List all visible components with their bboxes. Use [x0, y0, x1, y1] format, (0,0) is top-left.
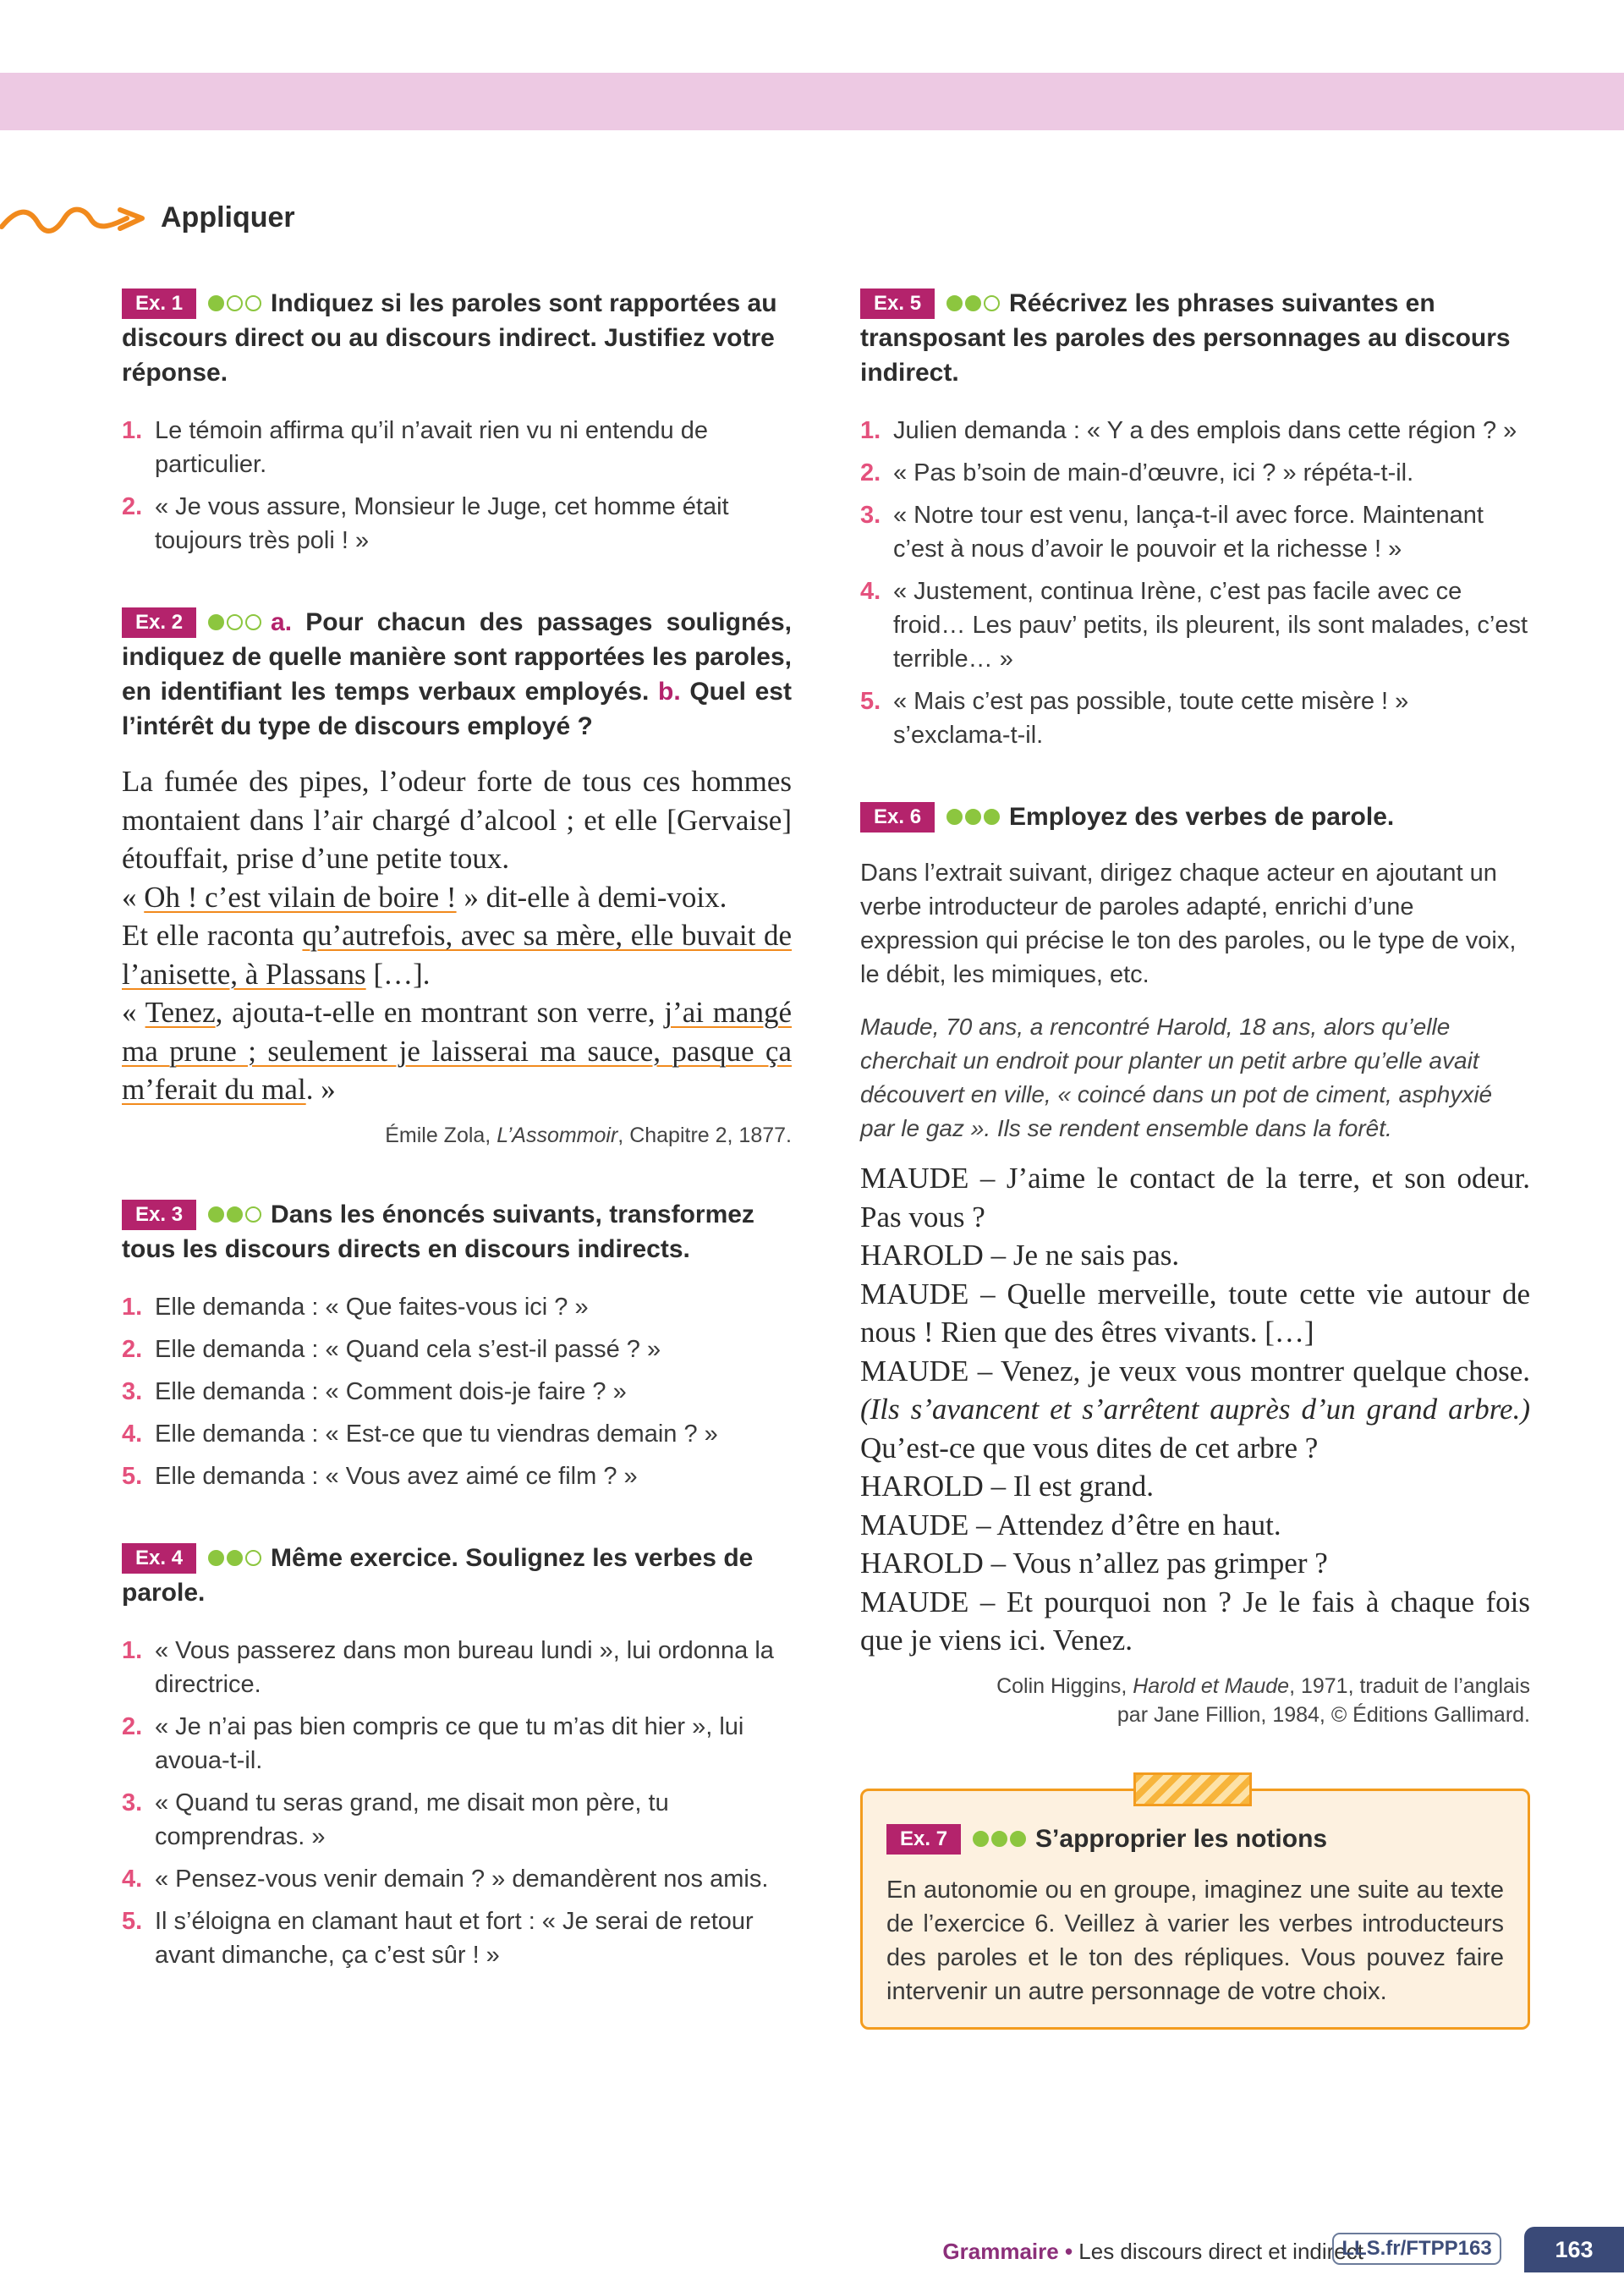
item-list [122, 1634, 792, 1972]
scene-intro: Maude, 70 ans, a rencontré Harold, 18 ans, alors qu’elle cherchait un endroit pour planter un petit arbre qu’elle avait découvert en ville, « coincé dans un pot de ciment, asphyxié par le gaz ». Ils se rendent ensemble dans la forêt. [860, 1014, 1493, 1141]
exercise-5 [860, 286, 1530, 752]
exercise-instruction: Réécrivez les phrases suivantes en transposant les paroles des personnages au discours indirect. [860, 289, 1511, 387]
exercise-badge: Ex. 2 [122, 607, 196, 638]
exercise-instruction: Même exercice. Soulignez les verbes de parole. [122, 1543, 754, 1607]
item-list [122, 1290, 792, 1493]
list-item: 1. Julien demanda : « Y a des emplois dans cette région ? » [860, 417, 1517, 444]
list-item: 3. « Notre tour est venu, lança-t-il avec force. Maintenant c’est à nous d’avoir le pouvoir et la richesse ! » [860, 502, 1484, 563]
list-item: 1. « Vous passerez dans mon bureau lundi », lui ordonna la directrice. [122, 1636, 774, 1698]
exercise-paragraph: En autonomie ou en groupe, imaginez une suite au texte de l’exercice 6. Veillez à varier les verbes introducteurs des paroles et le ton des répliques. Vous pouvez faire intervenir un autre personnage de votre choix. [886, 1876, 1504, 2005]
exercise-4 [122, 1541, 792, 1972]
excerpt-source: Colin Higgins, Harold et Maude, 1971, traduit de l’anglais par Jane Fillion, 1984, © Éditions Gallimard. [996, 1673, 1530, 1727]
exercise-instruction: S’approprier les notions [1035, 1824, 1328, 1853]
excerpt-paragraph: « Oh ! c’est vilain de boire ! » dit-elle à demi-voix. [122, 880, 727, 914]
dialogue-line: MAUDE – Quelle merveille, toute cette vie autour de nous ! Rien que des êtres vivants. […] [860, 1277, 1530, 1349]
exercise-heading [860, 286, 1530, 390]
excerpt-text [122, 762, 792, 1109]
striped-tab-icon [1133, 1772, 1252, 1806]
list-item: 5. Il s’éloigna en clamant haut et fort : « Je serai de retour avant dimanche, ça c’est sûr ! » [122, 1907, 754, 1969]
exercise-instruction: Indiquez si les paroles sont rapportées au discours direct ou au discours indirect. Justifiez votre réponse. [122, 289, 777, 387]
excerpt-paragraph: Et elle raconta qu’autrefois, avec sa mère, elle buvait de l’anisette, à Plassans […]. [122, 919, 792, 991]
exercise-3 [122, 1197, 792, 1493]
difficulty-dots-icon [208, 605, 264, 640]
exercise-heading [122, 286, 792, 390]
list-item: 5. « Mais c’est pas possible, toute cette misère ! » s’exclama-t-il. [860, 688, 1409, 749]
list-item: 3. Elle demanda : « Comment dois-je faire ? » [122, 1377, 627, 1405]
dialogue-line: MAUDE – Et pourquoi non ? Je le fais à chaque fois que je viens ici. Venez. [860, 1585, 1530, 1657]
exercise-heading [886, 1822, 1504, 1856]
difficulty-dots-icon [208, 286, 264, 321]
section-title: Appliquer [161, 201, 295, 234]
right-column [860, 286, 1530, 2030]
exercise-heading [122, 1197, 792, 1267]
list-item: 4. Elle demanda : « Est-ce que tu viendras demain ? » [122, 1420, 718, 1448]
exercise-2 [122, 605, 792, 1150]
excerpt-paragraph: La fumée des pipes, l’odeur forte de tous ces hommes montaient dans l’air chargé d’alcool ; et elle [Gervaise] étouffait, prise d’une petite toux. [122, 765, 792, 875]
exercise-badge: Ex. 5 [860, 288, 935, 319]
list-item: 4. « Pensez-vous venir demain ? » demandèrent nos amis. [122, 1865, 769, 1893]
part-b-label: b. [658, 678, 681, 706]
difficulty-dots-icon [946, 286, 1002, 321]
section-header [0, 193, 423, 244]
dialogue-line: MAUDE – Venez, je veux vous montrer quelque chose. (Ils s’avancent et s’arrêtent auprès d’un grand arbre.) Qu’est-ce que vous dites de cet arbre ? [860, 1354, 1530, 1464]
exercise-6 [860, 800, 1530, 1729]
footer-caption: Grammaire • Les discours direct et indirect [942, 2239, 1363, 2264]
dialogue-line: HAROLD – Vous n’allez pas grimper ? [860, 1547, 1328, 1580]
exercise-badge: Ex. 4 [122, 1543, 196, 1574]
dialogue-line: MAUDE – J’aime le contact de la terre, et son odeur. Pas vous ? [860, 1162, 1530, 1234]
dialogue-line: MAUDE – Attendez d’être en haut. [860, 1508, 1281, 1541]
exercise-badge: Ex. 3 [122, 1200, 196, 1230]
dialogue-text [860, 1159, 1530, 1660]
list-item: 2. « Je vous assure, Monsieur le Juge, cet homme était toujours très poli ! » [122, 493, 729, 554]
exercise-badge: Ex. 7 [886, 1824, 961, 1855]
excerpt-paragraph: « Tenez, ajouta-t-elle en montrant son verre, j’ai mangé ma prune ; seulement je laisserai ma sauce, pasque ça m’ferait du mal. » [122, 996, 792, 1106]
list-item: 2. Elle demanda : « Quand cela s’est-il passé ? » [122, 1335, 661, 1363]
item-list [122, 414, 792, 558]
exercise-instruction: Employez des verbes de parole. [1009, 803, 1395, 831]
exercise-heading [122, 1541, 792, 1610]
list-item: 1. Elle demanda : « Que faites-vous ici ? » [122, 1293, 589, 1321]
exercise-paragraph: Dans l’extrait suivant, dirigez chaque acteur en ajoutant un verbe introducteur de paroles adapté, enrichi d’une expression qui précise le ton des paroles, ou le type de voix, le débit, les mimiques, etc. [860, 860, 1517, 988]
exercise-heading [860, 800, 1530, 834]
item-list [860, 414, 1530, 752]
difficulty-dots-icon [973, 1822, 1029, 1856]
list-item: 1. Le témoin affirma qu’il n’avait rien vu ni entendu de particulier. [122, 417, 708, 478]
top-color-band [0, 73, 1624, 130]
list-item: 2. « Pas b’soin de main-d’œuvre, ici ? » répéta-t-il. [860, 459, 1414, 486]
exercise-badge: Ex. 1 [122, 288, 196, 319]
difficulty-dots-icon [208, 1541, 264, 1575]
list-item: 2. « Je n’ai pas bien compris ce que tu m’as dit hier », lui avoua-t-il. [122, 1712, 744, 1774]
instruction-b: Quel est l’intérêt du type de discours employé ? [122, 678, 792, 740]
squiggle-arrow-icon [0, 193, 152, 244]
page-number: 163 [1524, 2227, 1624, 2272]
exercise-1 [122, 286, 792, 558]
dialogue-line: HAROLD – Il est grand. [860, 1470, 1155, 1503]
page-footer [880, 2232, 1624, 2272]
left-column [122, 286, 792, 2019]
dialogue-line: HAROLD – Je ne sais pas. [860, 1239, 1180, 1272]
list-item: 3. « Quand tu seras grand, me disait mon père, tu comprendras. » [122, 1789, 669, 1850]
difficulty-dots-icon [946, 800, 1002, 834]
list-item: 5. Elle demanda : « Vous avez aimé ce film ? » [122, 1462, 638, 1490]
instruction-a: Pour chacun des passages soulignés, indiquez de quelle manière sont rapportées les paroles, en identifiant les temps verbaux employés. [122, 608, 792, 706]
exercise-heading [122, 605, 792, 744]
list-item: 4. « Justement, continua Irène, c’est pas facile avec ce froid… Les pauv’ petits, ils pleurent, ils sont malades, c’est terrible… » [860, 578, 1528, 673]
exercise-7-box [860, 1789, 1530, 2030]
exercise-instruction: Dans les énoncés suivants, transformez tous les discours directs en discours indirects. [122, 1200, 754, 1263]
excerpt-source: Émile Zola, L’Assommoir, Chapitre 2, 1877. [385, 1123, 792, 1147]
difficulty-dots-icon [208, 1197, 264, 1232]
footer-link[interactable]: LLS.fr/FTPP163 [1332, 2233, 1501, 2265]
part-a-label: a. [271, 608, 293, 636]
exercise-badge: Ex. 6 [860, 802, 935, 833]
